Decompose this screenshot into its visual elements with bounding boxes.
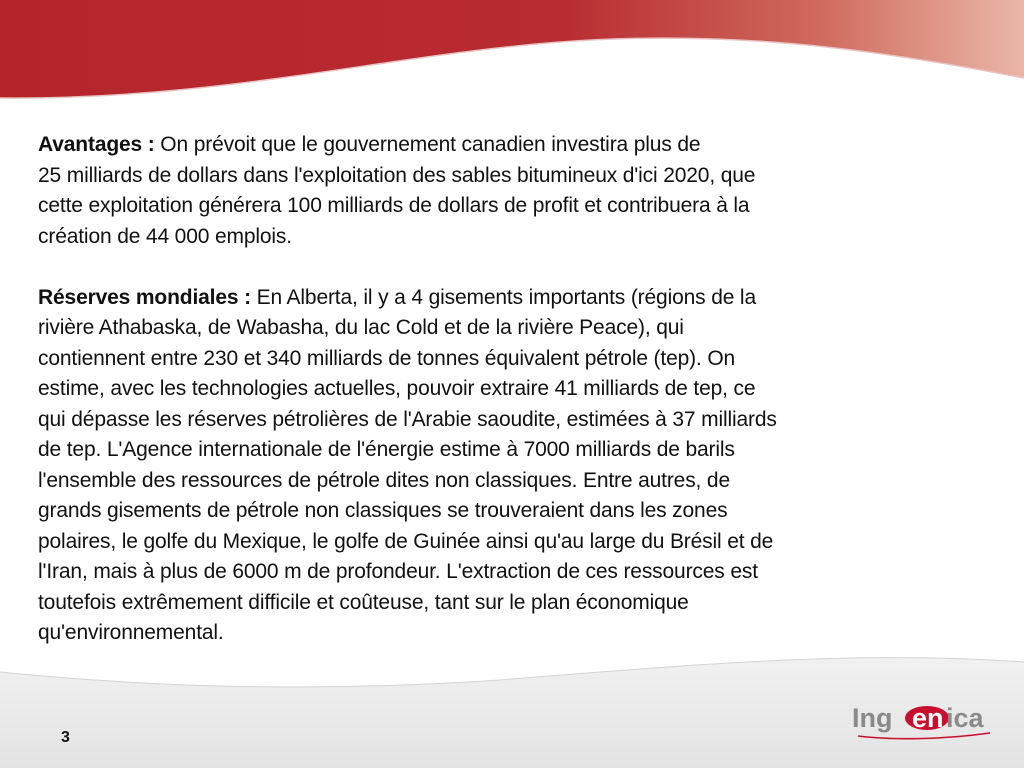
text-fragment: En Alberta, il y a 4 gisements importants (régions de la <box>256 285 756 309</box>
text-line: création de 44 000 emplois. <box>38 224 292 248</box>
paragraph-avantages <box>38 130 968 252</box>
slide-content <box>38 130 968 679</box>
text-line: rivière Athabaska, de Wabasha, du lac Cold et de la rivière Peace), qui <box>38 316 684 339</box>
text-fragment: On prévoit que le gouvernement canadien investira plus de <box>160 133 701 156</box>
text-line: l'Iran, mais à plus de 6000 m de profondeur. L'extraction de ces ressources est <box>38 560 758 583</box>
text-line: de tep. L'Agence internationale de l'énergie estime à 7000 milliards de barils <box>38 438 735 461</box>
heading-reserves-mondiales: Réserves mondiales : <box>38 285 251 309</box>
ingenica-logo <box>850 700 995 742</box>
heading-avantages: Avantages : <box>38 133 155 156</box>
text-line <box>38 283 968 314</box>
text-line: qui dépasse les réserves pétrolières de l'Arabie saoudite, estimées à 37 milliards <box>38 407 777 431</box>
text-line: qu'environnemental. <box>38 621 224 644</box>
text-line: estime, avec les technologies actuelles, pouvoir extraire 41 milliards de tep, ce <box>38 377 756 400</box>
paragraph-reserves-mondiales <box>38 283 968 649</box>
text-line <box>38 130 968 161</box>
text-line: polaires, le golfe du Mexique, le golfe de Guinée ainsi qu'au large du Brésil et de <box>38 529 774 553</box>
text-line: toutefois extrêmement difficile et coûteuse, tant sur le plan économique <box>38 590 689 614</box>
top-banner <box>0 0 1024 110</box>
text-line: l'ensemble des ressources de pétrole dites non classiques. Entre autres, de <box>38 468 730 492</box>
text-line: grands gisements de pétrole non classiques se trouveraient dans les zones <box>38 499 728 522</box>
logo-prefix: Ing <box>852 703 893 733</box>
logo-suffix: ica <box>946 703 984 733</box>
logo-highlight: en <box>912 703 944 733</box>
page-number: 3 <box>61 729 70 746</box>
text-line: 25 milliards de dollars dans l'exploitation des sables bitumineux d'ici 2020, que <box>38 163 756 187</box>
text-line: cette exploitation générera 100 milliards de dollars de profit et contribuera à la <box>38 194 750 217</box>
logo-swoosh <box>858 733 990 739</box>
text-line: contiennent entre 230 et 340 milliards de tonnes équivalent pétrole (tep). On <box>38 346 736 370</box>
